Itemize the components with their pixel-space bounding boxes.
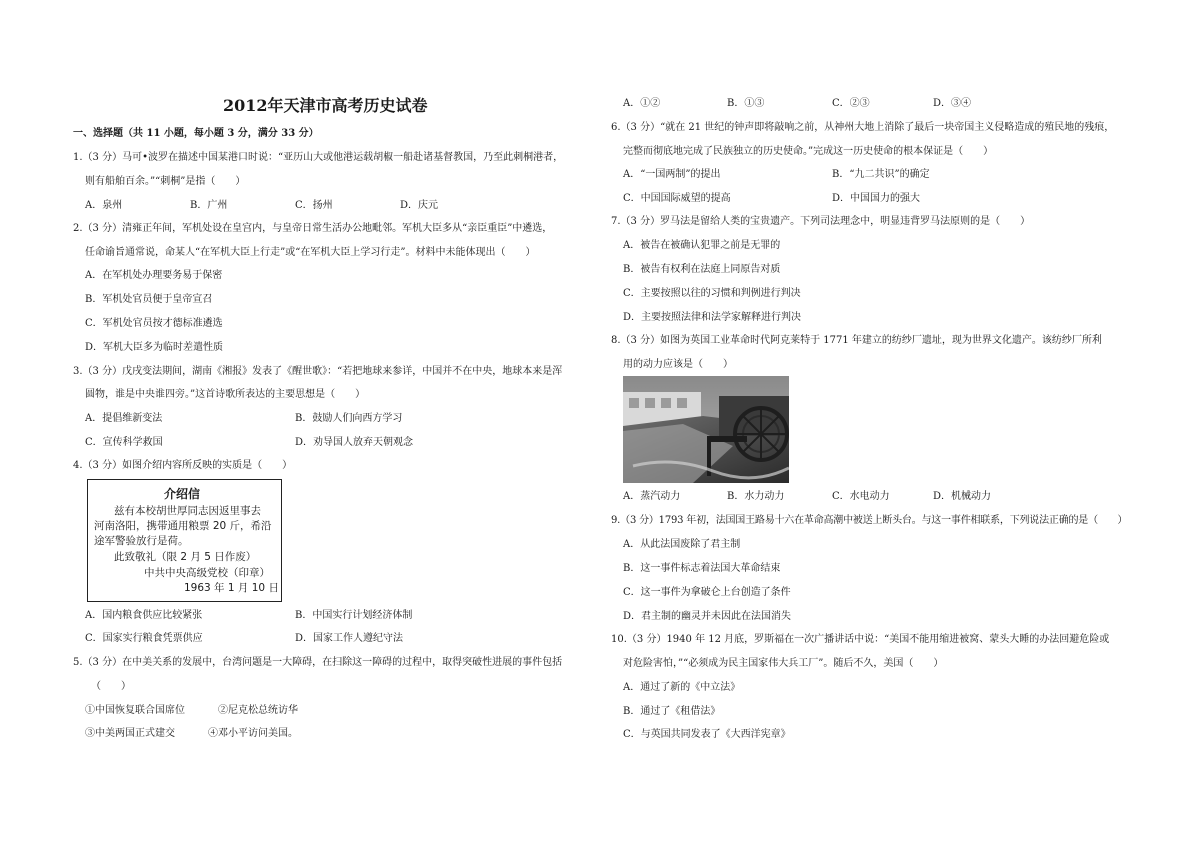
q7-stem-line1: 7.（3 分）罗马法是留给人类的宝贵遗产。下列司法理念中，明显违背罗马法原则的是（ ） — [611, 216, 1031, 227]
q5-stem-line1: 5.（3 分）在中美关系的发展中，台湾问题是一大障碍，在扫除这一障碍的过程中，取得突破性进展的事件包括 — [73, 657, 563, 668]
q8-option-d: D．机械动力 — [933, 491, 992, 502]
q4-option-a: A．国内粮食供应比较紧张 — [85, 610, 203, 621]
q10-stem-line2: 对危险害怕，”“必须成为民主国家伟大兵工厂”。随后不久，美国（ ） — [623, 658, 944, 669]
letter-line-5: 中共中央高级党校（印章） — [144, 567, 270, 579]
q7-option-d: D．主要按照法律和法学家解释进行判决 — [623, 312, 802, 323]
q6-stem-line2: 完整而彻底地完成了民族独立的历史使命。”完成这一历史使命的根本保证是（ ） — [623, 146, 994, 157]
q5-item-1: ①中国恢复联合国席位 — [85, 705, 185, 716]
q7-option-b: B．被告有权利在法庭上同原告对质 — [623, 264, 781, 275]
q2-option-a: A．在军机处办理要务易于保密 — [85, 270, 223, 281]
letter-line-3: 途军警验放行是荷。 — [94, 535, 189, 547]
section-heading: 一、选择题（共 11 小题，每小题 3 分，满分 33 分） — [73, 128, 319, 139]
q5-item-3: ③中美两国正式建交 — [85, 728, 175, 739]
q5-stem-line2: （ ） — [91, 681, 131, 692]
q8-stem-line1: 8.（3 分）如图为英国工业革命时代阿克莱特于 1771 年建立的纺纱厂遗址，现为世界文化遗产。该纺纱厂所利 — [611, 335, 1102, 346]
q9-stem-line1: 9.（3 分）1793 年初，法国国王路易十六在革命高潮中被送上断头台。与这一事件相联系，下列说法正确的是（ ） — [611, 515, 1128, 526]
q4-option-d: D．国家工作人遵纪守法 — [295, 633, 404, 644]
q6-option-d: D．中国国力的强大 — [832, 193, 921, 204]
q8-stem-line2: 用的动力应该是（ ） — [623, 359, 733, 370]
q10-option-b: B．通过了《租借法》 — [623, 706, 721, 717]
q5-item-4: ④邓小平访问美国。 — [208, 728, 298, 739]
q10-option-a: A．通过了新的《中立法》 — [623, 682, 741, 693]
q1-option-a: A．泉州 — [85, 200, 123, 211]
q7-option-a: A．被告在被确认犯罪之前是无罪的 — [623, 240, 781, 251]
q9-option-c: C．这一事件为拿破仑上台创造了条件 — [623, 587, 791, 598]
q2-option-b: B．军机处官员便于皇帝宣召 — [85, 294, 213, 305]
q3-option-d: D．劝导国人放弃天朝观念 — [295, 437, 414, 448]
q3-option-b: B．鼓励人们向西方学习 — [295, 413, 403, 424]
q3-stem-line1: 3.（3 分）戊戌变法期间，湖南《湘报》发表了《醒世歌》：“若把地球来参详，中国并不在中央，地球本来是浑 — [73, 366, 563, 377]
q5-option-c: C．②③ — [832, 98, 870, 109]
q8-option-b: B．水力动力 — [727, 491, 785, 502]
q8-option-a: A．蒸汽动力 — [623, 491, 681, 502]
q3-stem-line2: 圆物，谁是中央谁四旁。”这首诗歌所表达的主要思想是（ ） — [85, 389, 366, 400]
mill-ruins-photo — [623, 376, 789, 483]
q5-option-d: D．③④ — [933, 98, 972, 109]
q3-option-a: A．提倡维新变法 — [85, 413, 163, 424]
q9-option-a: A．从此法国废除了君主制 — [623, 539, 741, 550]
q10-option-c: C．与英国共同发表了《大西洋宪章》 — [623, 729, 791, 740]
q2-stem-line1: 2.（3 分）清雍正年间，军机处设在皇宫内，与皇帝日常生活办公地毗邻。军机大臣多从“亲臣重臣”中遴选， — [73, 223, 553, 234]
q8-option-c: C．水电动力 — [832, 491, 890, 502]
q1-stem-line1: 1.（3 分）马可•波罗在描述中国某港口时说：“亚历山大或他港运载胡椒一船赴诸基督教国，乃至此刺桐港者， — [73, 152, 564, 163]
q1-stem-line2: 则有船舶百余。”“刺桐”是指（ ） — [85, 176, 246, 187]
q1-option-b: B．广州 — [190, 200, 228, 211]
q5-item-2: ②尼克松总统访华 — [218, 705, 298, 716]
letter-line-2: 河南洛阳，携带通用粮票 20 斤，希沿 — [94, 520, 272, 532]
q9-option-b: B．这一事件标志着法国大革命结束 — [623, 563, 781, 574]
letter-line-6: 1963 年 1 月 10 日 — [184, 582, 279, 594]
q3-option-c: C．宣传科学救国 — [85, 437, 163, 448]
q4-option-b: B．中国实行计划经济体制 — [295, 610, 413, 621]
q2-stem-line2: 任命谕旨通常说，命某人“在军机大臣上行走”或“在军机大臣上学习行走”。材料中未能体现出（ ） — [85, 247, 536, 258]
q2-option-c: C．军机处官员按才德标准遴选 — [85, 318, 223, 329]
letter-line-4: 此致敬礼（限 2 月 5 日作废） — [114, 551, 257, 563]
page-title: 2012年天津市高考历史试卷 — [223, 96, 428, 115]
q1-option-c: C．扬州 — [295, 200, 333, 211]
q6-stem-line1: 6.（3 分）“就在 21 世纪的钟声即将敲响之前，从神州大地上消除了最后一块帝国主义侵略造成的殖民地的残痕， — [611, 122, 1115, 133]
q4-stem-line1: 4.（3 分）如图介绍内容所反映的实质是（ ） — [73, 460, 293, 471]
mill-ruins-illustration — [623, 376, 789, 483]
q6-option-c: C．中国国际威望的提高 — [623, 193, 731, 204]
q6-option-b: B．“九二共识”的确定 — [832, 169, 930, 180]
letter-line-1: 兹有本校胡世厚同志因返里事去 — [114, 505, 261, 517]
q5-option-b: B．①③ — [727, 98, 765, 109]
q4-option-c: C．国家实行粮食凭票供应 — [85, 633, 203, 644]
q10-stem-line1: 10.（3 分）1940 年 12 月底，罗斯福在一次广播讲话中说：“美国不能用缩进被窝、蒙头大睡的办法回避危险或 — [611, 634, 1110, 645]
q1-option-d: D．庆元 — [400, 200, 439, 211]
q2-option-d: D．军机大臣多为临时差遣性质 — [85, 342, 224, 353]
q7-option-c: C．主要按照以往的习惯和判例进行判决 — [623, 288, 801, 299]
q9-option-d: D．君主制的幽灵并未因此在法国消失 — [623, 611, 792, 622]
introduction-letter-image — [87, 479, 282, 602]
q6-option-a: A．“一国两制”的提出 — [623, 169, 721, 180]
letter-heading: 介绍信 — [164, 487, 201, 501]
q5-option-a: A．①② — [623, 98, 661, 109]
